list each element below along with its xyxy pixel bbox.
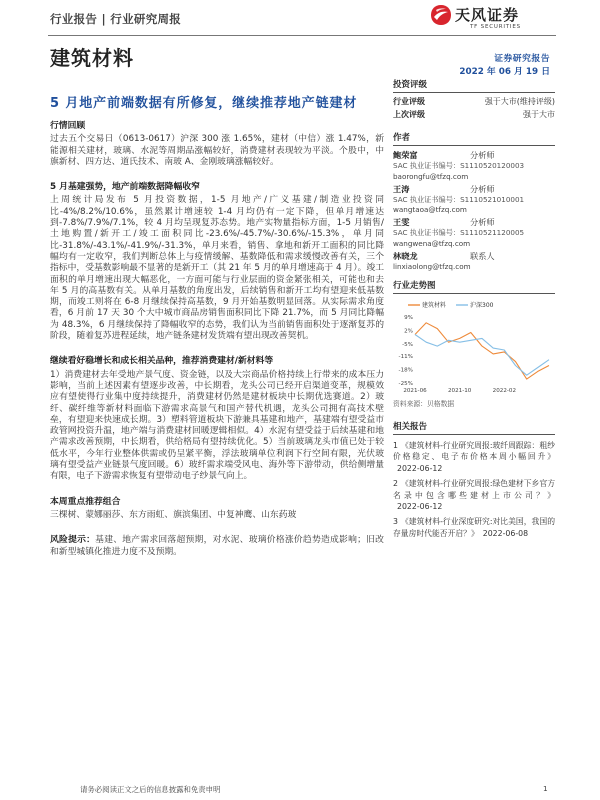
rating-label: 行业评级 bbox=[393, 97, 425, 106]
section-heading-picks: 本周重点推荐组合 bbox=[50, 496, 121, 507]
section-heading-infrastructure: 5 月基建强势，地产前端数据降幅收窄 bbox=[50, 182, 200, 193]
series-line bbox=[415, 323, 549, 379]
authors-block bbox=[393, 131, 555, 284]
section-heading-market-review: 行情回顾 bbox=[50, 121, 86, 131]
author-sac-number: SAC 执业证书编号：S1110521010001 bbox=[393, 194, 525, 204]
author-sac-number: SAC 执业证书编号：S1110520120003 bbox=[393, 161, 525, 170]
related-report-date: 2022-06-08 bbox=[482, 528, 529, 538]
related-report-item[interactable] bbox=[393, 516, 555, 539]
related-report-title: 《建筑材料-行业研究周报:绿色建材下乡官方名录中包含哪些建材上市公司？》 bbox=[393, 479, 555, 500]
rating-row bbox=[393, 108, 555, 121]
legend-label: 沪深300 bbox=[470, 302, 494, 310]
rating-heading: 投资评级 bbox=[393, 78, 555, 93]
main-body bbox=[50, 121, 384, 558]
author-name: 王涛 bbox=[393, 183, 410, 194]
series-line bbox=[415, 335, 549, 376]
related-report-date: 2022-06-12 bbox=[397, 502, 443, 512]
authors-heading: 作者 bbox=[393, 131, 555, 146]
related-report-title: 《建筑材料-行业研究周报:玻纤周跟踪：粗纱价格稳定、电子布价格本周小幅回升》 bbox=[393, 441, 555, 462]
x-tick-label: 2022-02 bbox=[492, 388, 517, 394]
author-entry bbox=[393, 184, 555, 218]
y-tick-label: -18% bbox=[398, 367, 413, 374]
header-divider bbox=[48, 35, 556, 36]
risk-warning bbox=[50, 535, 384, 558]
related-report-number: 3 bbox=[393, 517, 398, 527]
rating-row bbox=[393, 95, 555, 108]
rating-block bbox=[393, 78, 555, 121]
trend-block bbox=[393, 279, 555, 408]
risk-text: 基建、地产需求回落超预期，对水泥、玻璃价格涨价趋势造成影响；旧改和新型城镇化推进力度不及预期。 bbox=[50, 535, 384, 557]
author-entry bbox=[393, 217, 555, 251]
tf-emblem-icon bbox=[430, 4, 452, 26]
author-name: 鲍荣富 bbox=[393, 150, 418, 160]
author-entry bbox=[393, 150, 555, 184]
chart-source: 资料来源：贝格数据 bbox=[393, 400, 455, 408]
author-role: 分析师 bbox=[470, 150, 495, 160]
logo-name-cn: 天风证券 bbox=[455, 6, 520, 24]
author-email[interactable]: baorongfu@tfzq.com bbox=[393, 171, 469, 181]
y-tick-label: -11% bbox=[398, 353, 413, 360]
trend-chart bbox=[393, 297, 555, 397]
logo-name-en: TF SECURITIES bbox=[470, 24, 521, 30]
industry-title: 建筑材料 bbox=[50, 46, 134, 70]
infrastructure-paragraph: 上周统计局发布 5 月投资数据，1-5 月地产/广义基建/制造业投资同比-4%/8.2%/10.6%，虽然累计增速较 1-4 月均仍有一定下降，但单月增速达到-7.8%/7.9%/7.1%，较 4 月均呈现复苏态势。地产实物量指标方面，1-5 月销售/土地购置/新开工/竣工面积同比-23.6%/-45.7%/-30.6%/-15.3%，单月同比-31.8%/-43.1%/-41.9%/-31.3%，单月来看，销售、拿地和新开工面积的同比降幅均有一定收窄，我们判断总体上与疫情缓解、基数降低和需求缓慢改善有关，三个指标中，受基数影响最不显著的是新开工（其 21 年 5 月的单月增速高于 4 月）。竣工面积的单月增速出现大幅恶化，一方面可能与行业层面的资金紧张相关，可能也和去年 5 月的高基数有关。从单月基数的角度出发，后续销售和新开工均有望迎来低基数期，而竣工则将在 6-8 月继续保持高基数，9 月开始基数明显回落。从实际需求角度看，6 月前 17 天 30 个大中城市商品房销售面积同比下降 21.7%，而 5 月同比降幅为 48.3%，6 月继续保持了降幅收窄的态势，我们认为当前销售面积处于逐渐复苏的阶段，随着复苏进程延续，地产链条建材发货端有望出现改善契机。 bbox=[50, 195, 384, 342]
picks-list: 三棵树、蒙娜丽莎、东方雨虹、旗滨集团、中复神鹰、山东药玻 bbox=[50, 509, 297, 520]
related-report-number: 2 bbox=[393, 479, 398, 489]
author-role: 分析师 bbox=[470, 217, 495, 227]
author-sac-number: SAC 执业证书编号：S1110521120005 bbox=[393, 228, 525, 237]
author-name: 林晓龙 bbox=[393, 250, 418, 261]
author-role: 分析师 bbox=[470, 183, 495, 194]
x-tick-label: 2021-06 bbox=[403, 388, 427, 394]
risk-label: 风险提示： bbox=[50, 535, 96, 546]
market-review-paragraph: 过去五个交易日（0613-0617）沪深 300 涨 1.65%，建材（中信）涨 1.47%，新能源相关建材，玻璃、水泥等周期品涨幅较好，消费建材表现较为平淡。个股中，中旗新材、四方达、道氏技术、南玻 A、金刚玻璃涨幅较好。 bbox=[50, 134, 384, 167]
author-email[interactable]: linxiaolong@tfzq.com bbox=[393, 261, 471, 271]
rating-value: 强于大市 bbox=[523, 110, 555, 119]
trend-heading: 行业走势图 bbox=[393, 279, 555, 294]
y-tick-label: -25% bbox=[398, 381, 413, 387]
legend-label: 建筑材料 bbox=[422, 302, 447, 310]
report-date: 2022 年 06 月 19 日 bbox=[459, 67, 550, 77]
related-block bbox=[393, 420, 555, 543]
related-report-title: 《建筑材料-行业深度研究:对比美国，我国的存量房时代能否开启？》 bbox=[393, 517, 555, 538]
y-tick-label: 2% bbox=[404, 328, 413, 335]
related-heading: 相关报告 bbox=[393, 420, 555, 435]
report-label: 证券研究报告 bbox=[494, 54, 550, 64]
related-report-number: 1 bbox=[393, 441, 398, 450]
report-subtitle: 5 月地产前端数据有所修复，继续推荐地产链建材 bbox=[50, 96, 358, 111]
section-heading-outlook: 继续看好稳增长和成长相关品种，推荐消费建材/新材料等 bbox=[50, 356, 274, 367]
x-tick-label: 2021-10 bbox=[447, 388, 472, 394]
footer-disclaimer: 请务必阅读正文之后的信息披露和免责申明 bbox=[80, 785, 221, 794]
related-report-item[interactable] bbox=[393, 440, 555, 474]
tf-securities-logo bbox=[430, 3, 550, 31]
rating-value: 强于大市(维持评级) bbox=[484, 97, 555, 106]
rating-label: 上次评级 bbox=[393, 110, 425, 119]
related-report-date: 2022-06-12 bbox=[397, 463, 443, 473]
related-report-item[interactable] bbox=[393, 478, 555, 512]
outlook-paragraph: 1）消费建材去年受地产景气度、资金链，以及大宗商品价格持续上行带来的成本压力影响，当前上述因素有望逐步改善，中长期看，龙头公司已经开启渠道变革，规模效应有望使得行业集中度持续提升，消费建材仍然是建材板块中长期优选赛道。2）玻纤、碳纤维等新材料面临下游需求高景气和国产替代机遇，龙头公司拥有高技术壁垒，有望迎来快速成长期。3）塑料管道板块下游兼具基建和地产，基建端有望受益市政管网投资升温，地产端与消费建材回暖逻辑相似。4）水泥有望受益于后续基建和地产需求改善预期，中长期看，供给格局有望持续优化。5）当前玻璃龙头市值已处于较低水平，今年行业整体供需或仍呈紧平衡，浮法玻璃单位利润下行空间有限，光伏玻璃有望受益产业链景气度回暖。6）玻纤需求端受风电、海外等下游带动，供给侧增量有限，电子下游需求恢复有望带动电子纱景气向上。 bbox=[50, 369, 384, 482]
author-email[interactable]: wangtaoa@tfzq.com bbox=[393, 205, 467, 214]
author-name: 王雯 bbox=[393, 217, 410, 227]
y-tick-label: -5% bbox=[402, 342, 413, 349]
y-tick-label: 9% bbox=[404, 315, 413, 321]
author-email[interactable]: wangwena@tfzq.com bbox=[393, 238, 471, 248]
author-role: 联系人 bbox=[470, 250, 495, 261]
page-number: 1 bbox=[543, 784, 548, 793]
report-type-header: 行业报告 | 行业研究周报 bbox=[50, 12, 182, 26]
